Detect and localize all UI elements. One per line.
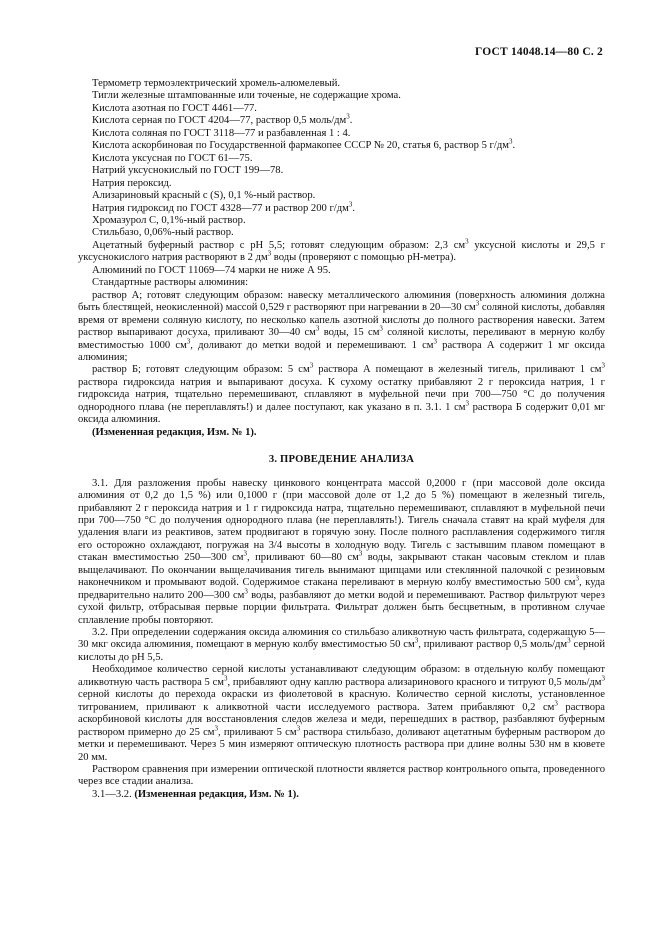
page-header: ГОСТ 14048.14—80 С. 2 [475,46,603,58]
reagent-list [78,78,605,240]
aluminium-paragraph: Алюминий по ГОСТ 11069—74 марки не ниже А 95. [92,264,331,276]
reagent-item: Хромазурол С, 0,1%-ный раствор. [92,214,246,226]
reagent-item: Кислота серная по ГОСТ 4204—77, раствор 0,5 моль/$дм^3$. [92,112,353,127]
solution-b-paragraph: раствор Б; готовят следующим образом: 5 $см^3$ раствора А помещают в железный тигель, приливают 1 $см^3$ раствора гидроксида натрия и выпаривают досуха. К сухому остатку прибавляют 2 г пероксида натрия, 1 г гидроксида натрия, тщательно перемешивают, сплавляют в муфельной печи при 700—750 °С до получения однородного плава (не переплавлять!) и далее поступают, как указано в п. 3.1. 1 $см^3$ раствора Б содержит 0,01 мг оксида алюминия. [78,361,606,426]
document-body [78,78,605,801]
amendment-clause-range: 3.1—3.2. [92,788,135,800]
reagent-item: Кислота соляная по ГОСТ 3118—77 и разбавленная 1 : 4. [92,127,351,139]
reagent-item: Натрий уксуснокислый по ГОСТ 199—78. [92,165,284,177]
paragraph-3-2: 3.2. При определении содержания оксида алюминия со стильбазо аликвотную часть фильтрата, содержащую 5—30 мкг оксида алюминия, помещают в мерную колбу вместимостью 50 $см^3$, приливают раствор 0,5 моль/$дм^3$ серной кислоты до pH 5,5. [78,627,605,663]
reagent-item: Термометр термоэлектрический хромель-алюмелевый. [92,78,341,89]
standard-solutions-heading: Стандартные растворы алюминия: [92,277,249,289]
reagent-item: Тигли железные штампованные или точеные, не содержащие хрома. [92,90,401,102]
reagent-item: Кислота азотная по ГОСТ 4461—77. [92,102,257,114]
amendment-text: (Измененная редакция, Изм. № 1). [134,788,299,800]
sulfuric-acid-paragraph: Необходимое количество серной кислоты устанавливают следующим образом: в отдельную колбу помещают аликвотную часть раствора 5 $см^3$, прибавляют одну каплю раствора ализаринового красного и титруют 0,5 моль/$дм^3$ серной кислоты до перехода окраски из фиолетовой в красную. Количество серной кислоты, установленное титрованием, приливают к аликвотной части исследуемого раствора. Затем прибавляют 0,2 $см^3$ раствора аскорбиновой кислоты для восстановления следов железа и меди, перешедших в раствор, разбавляют буферным раствором примерно до 25 $см^3$, приливают 5 $см^3$ раствора стильбазо, доливают ацетатным буферным раствором до метки и перемешивают. Через 5 мин измеряют оптическую плотность раствора при длине волны 530 нм в кювете 20 мм. [78,664,605,763]
reagent-item: Ализариновый красный с (S), 0,1 %-ный раствор. [92,190,316,202]
amendment-note-2 [78,789,605,801]
section-title: 3. ПРОВЕДЕНИЕ АНАЛИЗА [268,454,415,466]
amendment-note: (Измененная редакция, Изм. № 1). [92,426,257,438]
reagent-item: Кислота аскорбиновая по Государственной фармакопее СССР № 20, статья 6, раствор 5 $г/дм^3$. [92,137,516,152]
reagent-item: Кислота уксусная по ГОСТ 61—75. [92,152,253,164]
paragraph-3-1: 3.1. Для разложения пробы навеску цинкового концентрата массой 0,2000 г (при массовой доле оксида алюминия от 0,2 до 1,5 %) или 0,1000 г (при массовой доле от 1,2 до 5 %) помещают в железный тигель, прибавляют 2 г пероксида натрия и 1 г гидроксида натра, тщательно перемешивают, сплавляют в муфельной печи при 700—750 °С до получения однородного плава (не переплавлять!). Тигель сначала ставят на край муфеля для удаления влаги из реактивов, затем продвигают в горячую зону. После полного расплавления содержимого тигля его осторожно охлаждают, погружая на 3/4 высоты в холодную воду. Тигель с застывшим плавом помещают в стакан вместимостью 250—300 $см^3$, приливают 60—80 $см^3$ воды, закрывают стакан часовым стеклом и плав выщелачивают. По окончании выщелачивания тигель вынимают щипцами или стеклянной палочкой с резиновым наконечником и промывают водой. Содержимое стакана переливают в мерную колбу вместимостью 500 $см^3$, куда предварительно налито 200—300 $см^3$ воды, разбавляют до метки водой и перемешивают. Раствор фильтруют через сухой фильтр, отбрасывая первые порции фильтрата. Фильтрат должен быть бесцветным, в противном случае сплавление пробы повторяют. [78,477,605,626]
reagent-item: Натрия гидроксид по ГОСТ 4328—77 и раствор 200 $г/дм^3$. [92,200,355,214]
reagent-item: Стильбазо, 0,06%-ный раствор. [92,227,234,239]
reference-solution-paragraph: Раствором сравнения при измерении оптической плотности является раствор контрольного опыта, проведенного через все стадии анализа. [78,764,605,788]
reagent-item: Натрия пероксид. [92,177,172,189]
solution-a-paragraph: раствор А; готовят следующим образом: навеску металлического алюминия (поверхность алюминия должна быть блестящей, неокисленной) массой 0,529 г растворяют при нагревании в 20—30 $см^3$ соляной кислоты, добавляя время от времени соляную кислоту, по несколько капель азотной кислоты до полного растворения навески. Затем раствор выпаривают досуха, приливают 30—40 $см^3$ воды, 15 $см^3$ соляной кислоты, переливают в мерную колбу вместимостью 1000 $см^3$, доливают до метки водой и перемешивают. 1 $см^3$ раствора А содержит 1 мг оксида алюминия; [78,289,606,363]
acetate-buffer-paragraph: Ацетатный буферный раствор с pH 5,5; готовят следующим образом: 2,3 $см^3$ уксусной кислоты и 29,5 г уксуснокислого натрия растворяют в 2 $дм^3$ воды (проверяют с помощью pH-метра). [78,237,606,264]
